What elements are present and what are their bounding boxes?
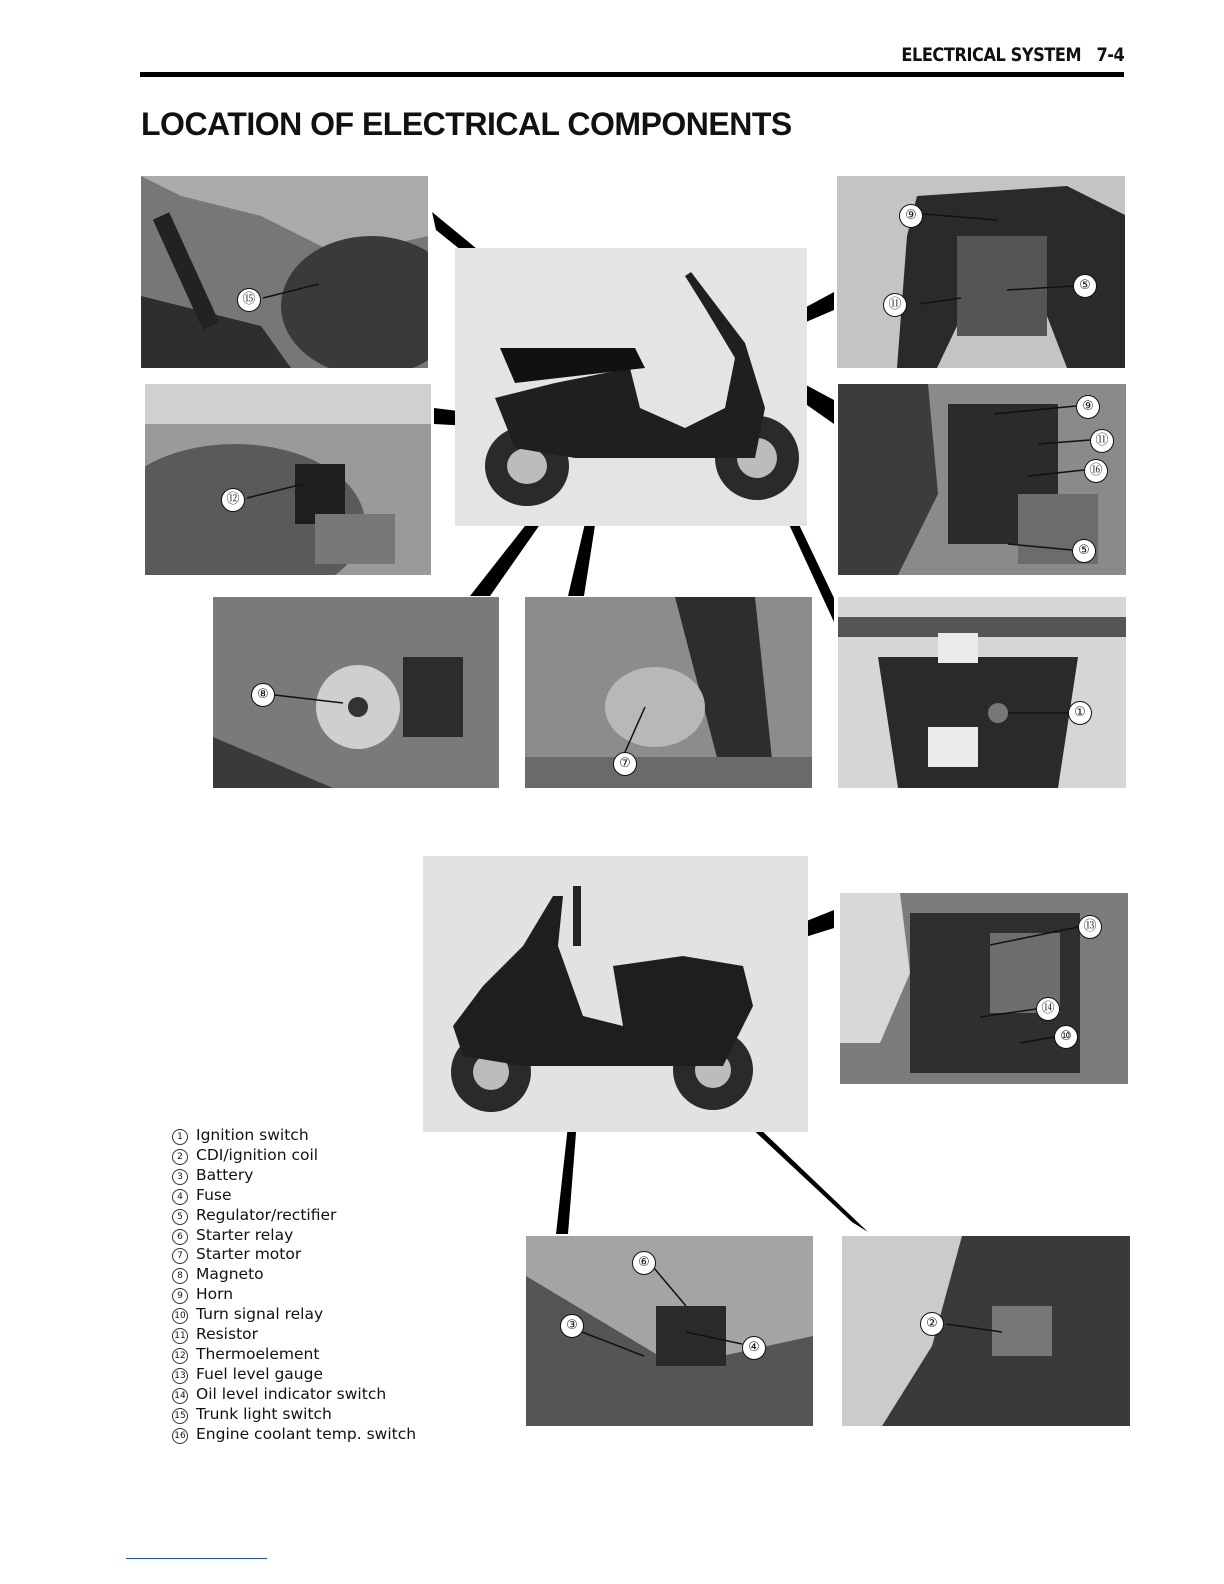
photo-front-regulator-area [838, 384, 1126, 575]
callout-8: ⑧ [251, 683, 275, 707]
section-name: ELECTRICAL SYSTEM [901, 44, 1081, 66]
callout-6: ⑥ [632, 1251, 656, 1275]
callout-16: ⑯ [1084, 459, 1108, 483]
header-rule [140, 72, 1124, 77]
legend-item: 7 Starter motor [172, 1245, 416, 1265]
legend-item: 12 Thermoelement [172, 1345, 416, 1365]
legend-item: 3 Battery [172, 1166, 416, 1186]
callout-15: ⑮ [237, 288, 261, 312]
callout-5-top: ⑤ [1073, 274, 1097, 298]
callout-11-mid: ⑪ [1090, 429, 1114, 453]
photo-front-horn-area [837, 176, 1125, 368]
callout-9-top: ⑨ [899, 204, 923, 228]
callout-7: ⑦ [613, 752, 637, 776]
legend-item: 4 Fuse [172, 1186, 416, 1206]
callout-11-top: ⑪ [883, 293, 907, 317]
legend-item: 1 Ignition switch [172, 1126, 416, 1146]
callout-5-mid: ⑤ [1072, 539, 1096, 563]
callout-14: ⑭ [1036, 997, 1060, 1021]
legend-item: 13 Fuel level gauge [172, 1365, 416, 1385]
page-title: LOCATION OF ELECTRICAL COMPONENTS [141, 106, 792, 142]
photo-magneto [213, 597, 499, 788]
footer-link-underline[interactable] [126, 1558, 267, 1559]
legend-item: 5 Regulator/rectifier [172, 1206, 416, 1226]
photo-starter-motor [525, 597, 812, 788]
callout-1: ① [1068, 701, 1092, 725]
photo-fuel-gauge-area [840, 893, 1128, 1084]
photo-thermoelement [145, 384, 431, 575]
photo-scooter-side-right [455, 248, 807, 526]
running-header [140, 44, 1124, 74]
legend-item: 14 Oil level indicator switch [172, 1385, 416, 1405]
page-number: 7-4 [1096, 44, 1124, 66]
callout-4: ④ [742, 1336, 766, 1360]
legend-item: 8 Magneto [172, 1265, 416, 1285]
legend-item: 6 Starter relay [172, 1226, 416, 1246]
photo-scooter-side-left [423, 856, 808, 1132]
legend-item: 9 Horn [172, 1285, 416, 1305]
legend-item: 10 Turn signal relay [172, 1305, 416, 1325]
callout-2: ② [920, 1312, 944, 1336]
legend-item: 16 Engine coolant temp. switch [172, 1425, 416, 1445]
callout-10: ⑩ [1054, 1025, 1078, 1049]
header-text [901, 44, 1124, 66]
photo-trunk-light-switch [141, 176, 428, 368]
callout-9-mid: ⑨ [1076, 395, 1100, 419]
photo-ignition-switch [838, 597, 1126, 788]
component-legend [172, 1126, 416, 1445]
legend-item: 11 Resistor [172, 1325, 416, 1345]
legend-item: 2 CDI/ignition coil [172, 1146, 416, 1166]
callout-12: ⑫ [221, 488, 245, 512]
callout-13: ⑬ [1078, 915, 1102, 939]
photo-cdi-ignition-coil [842, 1236, 1130, 1426]
callout-3: ③ [560, 1314, 584, 1338]
photo-battery-area [526, 1236, 813, 1426]
legend-item: 15 Trunk light switch [172, 1405, 416, 1425]
